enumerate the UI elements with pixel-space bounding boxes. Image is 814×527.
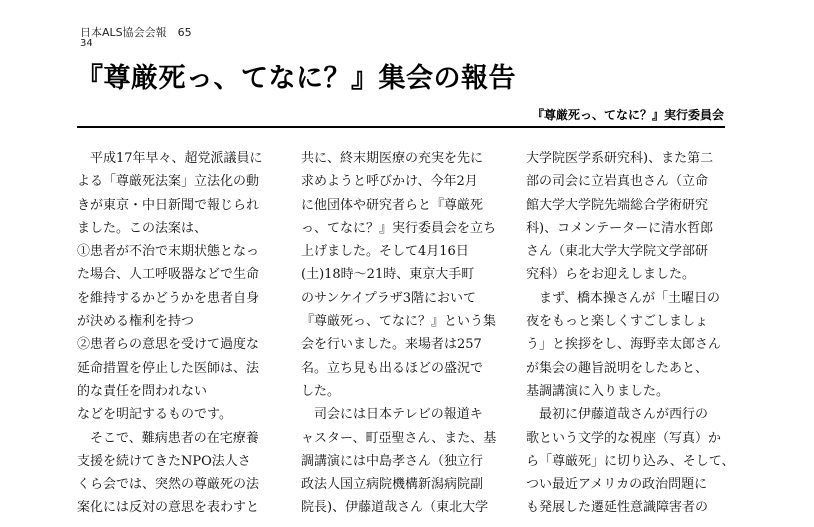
text-line: 求めようと呼びかけ、今年2月 bbox=[301, 174, 478, 190]
text-line: 科)、コメンテーターに清水哲郎 bbox=[526, 220, 714, 236]
text-line: つい最近アメリカの政治問題に bbox=[526, 477, 708, 493]
text-line: ャスター、町亞聖さん、また、基 bbox=[301, 430, 497, 446]
text-line: 最初に伊藤道哉さんが西行の bbox=[526, 407, 709, 423]
text-line: っ、てなに？』実行委員会を立ち bbox=[301, 220, 497, 236]
text-line: 調講演には中島孝さん（独立行 bbox=[301, 453, 484, 469]
text-line: くら会では、突然の尊厳死の法 bbox=[77, 477, 260, 493]
text-line: が集会の趣旨説明をしたあと、 bbox=[526, 360, 709, 376]
text-line: ました。この法案は、 bbox=[77, 220, 208, 236]
text-line: まず、橋本操さんが「土曜日の bbox=[526, 290, 720, 306]
text-line: 夜をもっと楽しくすごしましょ bbox=[526, 314, 709, 330]
text-line: ①患者が不治で末期状態となっ bbox=[77, 244, 260, 260]
text-line: 的な責任を問われない bbox=[77, 383, 208, 399]
text-line: が決める権利を持つ bbox=[77, 314, 195, 330]
page-number: 34 bbox=[80, 38, 93, 49]
text-line: 館大学大学院先端総合学術研究 bbox=[526, 197, 709, 213]
text-line: そこで、難病患者の在宅療養 bbox=[77, 430, 259, 446]
article-title: 『尊厳死っ、てなに？』集会の報告 bbox=[76, 63, 516, 94]
text-line: 案化には反対の意思を表わすと bbox=[77, 500, 260, 516]
text-line: 平成17年早々、超党派議員に bbox=[77, 151, 263, 166]
text-line: さん（東北大学大学院文学部研 bbox=[526, 244, 709, 260]
text-line: 歌という文学的な視座（写真）か bbox=[526, 430, 722, 446]
text-line: 部の司会に立岩真也さん（立命 bbox=[526, 174, 709, 190]
text-line: などを明記するものです。 bbox=[77, 407, 232, 423]
text-line: 院長)、伊藤道哉さん（東北大学 bbox=[301, 500, 489, 516]
text-line: 究科）らをお迎えしました。 bbox=[526, 267, 696, 283]
text-line: ら「尊厳死」に切り込み、そして、 bbox=[526, 453, 735, 469]
text-line: た場合、人工呼吸器などで生命 bbox=[77, 267, 260, 283]
text-column-2 bbox=[301, 147, 497, 520]
text-line: ②患者らの意思を受けて過度な bbox=[77, 337, 260, 353]
text-line: のサンケイプラザ3階において bbox=[301, 290, 477, 306]
text-line: 大学院医学系研究科)、また第二 bbox=[526, 151, 714, 166]
text-line: 『尊厳死っ、てなに？』という集 bbox=[301, 314, 497, 330]
text-line: (土)18時～21時、東京大手町 bbox=[301, 267, 475, 283]
title-divider bbox=[77, 126, 725, 128]
journal-header: 日本ALS協会会報 65 bbox=[80, 26, 192, 39]
text-line: よる「尊厳死法案」立法化の動 bbox=[77, 174, 260, 190]
text-line: に他団体や研究者らと『尊厳死 bbox=[301, 197, 484, 213]
text-line: 共に、終末期医療の充実を先に bbox=[301, 151, 484, 166]
text-column-3 bbox=[526, 147, 735, 520]
text-line: 政法人国立病院機構新潟病院副 bbox=[301, 477, 484, 493]
text-column-1 bbox=[77, 147, 263, 520]
text-line: 支援を続けてきたNPO法人さ bbox=[77, 453, 251, 469]
text-line: 上げました。そして4月16日 bbox=[301, 244, 469, 260]
text-line: う」と挨拶をし、海野幸太郎さん bbox=[526, 337, 722, 353]
text-line: 延命措置を停止した医師は、法 bbox=[77, 360, 260, 376]
text-line: 名。立ち見も出るほどの盛況で bbox=[301, 360, 484, 376]
text-line: も発展した遷延性意識障害者の bbox=[526, 500, 709, 516]
text-line: きが東京・中日新聞で報じられ bbox=[77, 197, 260, 213]
text-line: 基調講演に入りました。 bbox=[526, 383, 670, 399]
article-byline: 『尊厳死っ、てなに？』実行委員会 bbox=[531, 108, 724, 122]
text-line: した。 bbox=[301, 383, 341, 399]
text-line: を維持するかどうかを患者自身 bbox=[77, 290, 260, 306]
text-line: 司会には日本テレビの報道キ bbox=[301, 407, 483, 423]
text-line: 会を行いました。来場者は257 bbox=[301, 337, 482, 353]
